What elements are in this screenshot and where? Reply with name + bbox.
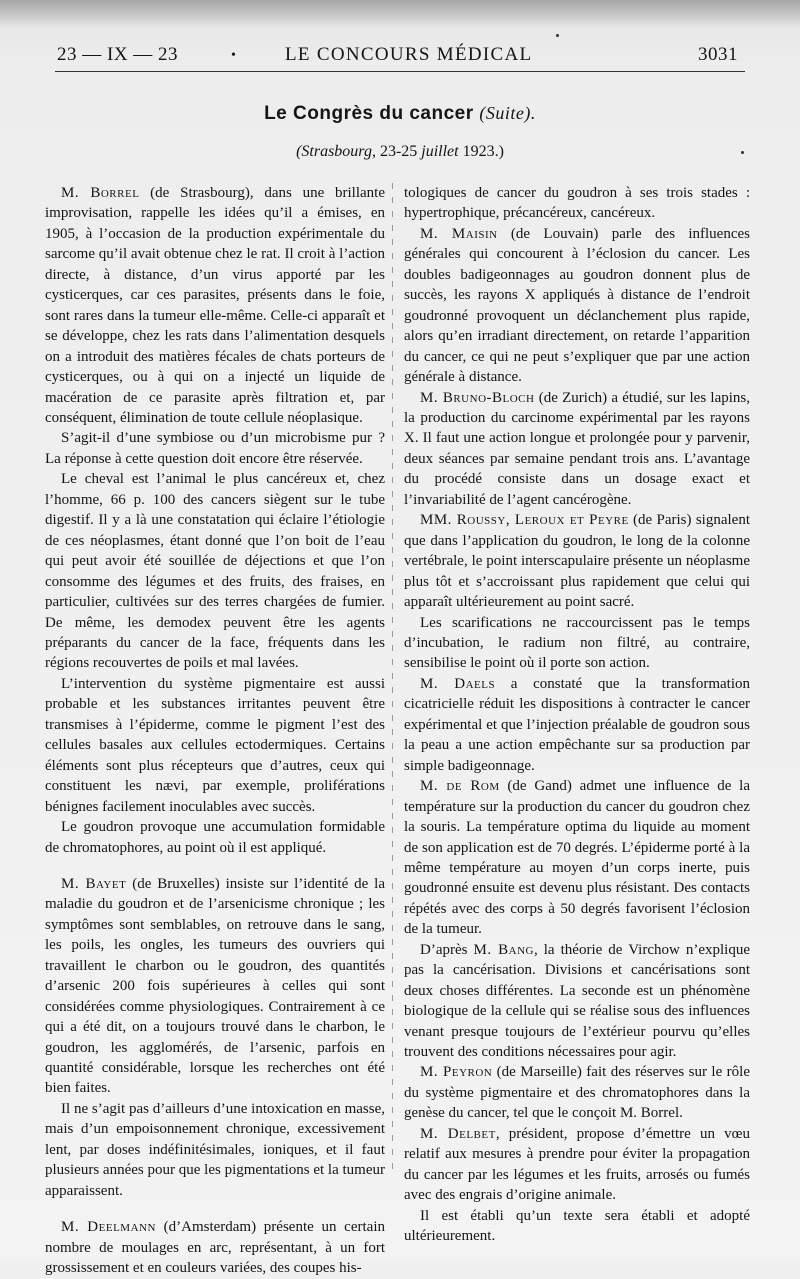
paragraph-peyron [404,1062,750,1123]
speaker-name: MM. Roussy, Leroux et Peyre [420,512,629,529]
paragraph-text: (de Marseille) fait des réserves sur le rôle du système pigmentaire et des chromatophores dans la genèse du cancer, tel que le conçoit M. Borrel. [404,1064,750,1122]
header-date: 23 — IX — 23 [57,44,179,65]
paragraph-text: (de Gand) admet une influence de la température sur la production du cancer du goudron chez la souris. La température optima du liquide au moment de son application est de 70 degrés. L’épiderme porté à la même température au moyen d’un corps inerte, puis goudronné ensuite est devenu plus résistant. Des contacts répétés avec des corps à 50 degrés favorisent l’éclosion de la tumeur. [404,778,751,938]
speaker-name: M. Delbet [420,1125,496,1142]
left-column [45,183,385,1279]
print-speck [556,34,559,37]
speaker-name: M. de Rom [420,778,500,795]
paragraph-text: a constaté que la transformation cicatricielle réduit les dispositions à contracter le cancer expérimental et que l’injection préalable de goudron sous la peau a une action empêchante sur sa production par simple badigeonnage. [404,675,750,774]
column-divider [392,183,393,1173]
paragraph-text: (de Zurich) a étudié, sur les lapins, la production du carcinome expérimental par les rayons X. Il faut une action longue et prolongée pour y parvenir, deux séances par semaine pendant trois ans. L’avantage du procédé consiste dans un dosage exact et l’invariabilité de l’agent cancérogène. [404,389,750,508]
subtitle-month: juillet [421,143,459,160]
right-column [404,183,750,1247]
subtitle-year: 1923.) [462,143,504,160]
paragraph-text: (d’Amsterdam) présente un certain nombre de moulages en arc, représentant, à un fort grossissement et en couleurs variées, des coupes his- [45,1219,385,1277]
scan-shadow [0,0,800,28]
paragraph-goudron: Le goudron provoque une accumulation formidable de chromatophores, au point où il est appliqué. [45,819,385,856]
paragraph-continuation: tologiques de cancer du goudron à ses trois stades : hypertrophique, précancéreux, cancéreux. [404,185,750,222]
speaker-name: M. Bayet [61,875,127,892]
article-title [0,103,800,125]
running-header [30,44,770,72]
article-title-suffix: (Suite). [479,103,536,123]
paragraph-text: (de Strasbourg), dans une brillante improvisation, rappelle les idées qu’il a émises, en 1905, à l’occasion de la production expérimentale du sarcome qu’il avait obtenue chez le rat. Il croit à l’action directe, à distance, d’un virus apporté par les cysticerques, car ces parasites, présents dans le foie, sont rares dans la tumeur elle-même. Celle-ci apparaît et se développe, chez les rats dans l’alimentation desquels on a introduit des matières fécales de chats porteurs de cysticerques, ou à qui on a injecté un liquide de macération de ce parasite après filtration et, par conséquent, élimination de toute cellule néoplasique. [45,185,385,426]
print-speck [741,151,744,154]
paragraph-de-rom [404,776,750,940]
page-number: 3031 [698,44,738,65]
speaker-name: M. Borrel [61,185,140,201]
speaker-name: M. Daels [420,675,496,692]
paragraph-roussy [404,510,750,612]
speaker-name: M. Bang [473,941,534,958]
speaker-name: M. Maisin [420,225,498,242]
paragraph-symbiose: S’agit-il d’une symbiose ou d’un microbisme pur ? La réponse à cette question doit encore être réservée. [45,430,385,467]
paragraph-text: (de Paris) signalent que dans l’application du goudron, le long de la colonne vertébrale, le point interscapulaire présente un néoplasme plus tôt et s’accroissant plus rapidement que celui qui apparaît ultérieurement au point sacré. [404,512,750,611]
speaker-name: M. Peyron [420,1064,493,1081]
paragraph-text: (de Bruxelles) insiste sur l’identité de la maladie du goudron et de l’arsenicisme chronique ; les symptômes sont semblables, on retrouve dans le sang, les poils, les ongles, les tumeurs des ouvriers qui travaillent le charbon ou le goudron, des quantités d’arsenic 200 fois supérieures à celles qui sont considérées comme physiologiques. Contrairement à ce qui a été dit, on a toujours trouvé dans le charbon, le goudron, les agglomérés, de l’arsenic, parfois en quantité considérable, lorsque les recherches ont été bien faites. [45,875,385,1097]
paragraph-bayet [45,874,385,1099]
paragraph-scarifications: Les scarifications ne raccourcissent pas le temps d’incubation, le radium non filtré, au contraire, sensibilise le point où il porte son action. [404,614,750,672]
paragraph-text: , la théorie de Virchow n’explique pas la cancérisation. Divisions et cancérisations sont deux choses différentes. La seconde est un phénomène biologique de la cellule qui se réalise sous des influences venant presque toujours de l’extérieur pourvu qu’elles trouvent des conditions nécessaires pour agir. [404,941,750,1061]
paragraph-bruno-bloch [404,388,750,511]
paragraph-deelmann [45,1217,385,1278]
header-bullet: • [231,48,237,63]
paragraph-pigmentaire: L’intervention du système pigmentaire est aussi probable et les substances irritantes peuvent être transmises à l’épiderme, comme le pigment l’est des cellules basales aux cellules ectodermiques. Certains éléments sont plus récepteurs que d’autres, ceux qui constituent les nævi, par exemple, proliférations bénignes facilement inoculables avec succès. [45,675,385,815]
paragraph-bang [404,940,750,1063]
paragraph-text: (de Louvain) parle des influences générales qui concourent à l’éclosion du cancer. Les doubles badigeonnages au goudron donnent plus de succès, les rayons X appliqués à distance de l’endroit goudronné provoquent un déclanchement plus rapide, alors qu’en irradiant directement, on retarde l’apparition du cancer, ce qui ne peut s’expliquer que par une action générale à distance. [404,225,750,386]
paragraph-text: , président, propose d’émettre un vœu relatif aux mesures à prendre pour éviter la propagation du cancer par les légumes et les fruits, arrosés ou fumés avec des engrais d’origine animale. [404,1125,750,1204]
speaker-name: M. Deelmann [61,1219,156,1236]
subtitle-place: (Strasbourg, [296,143,376,160]
article-title-text: Le Congrès du cancer [264,103,474,124]
paragraph-intoxication: Il ne s’agit pas d’ailleurs d’une intoxication en masse, mais d’un empoisonnement chronique, excessivement lent, par doses indéfinitésimales, ioniques, et il faut plusieurs années pour que les pigmentations et la tumeur apparaissent. [45,1100,385,1199]
paragraph-conclusion: Il est établi qu’un texte sera établi et adopté ultérieurement. [404,1207,750,1245]
paragraph-borrel [45,183,385,428]
journal-title: LE CONCOURS MÉDICAL [285,44,533,65]
paragraph-daels [404,674,750,776]
subtitle-dates: 23-25 [379,143,418,160]
paragraph-prefix: D’après [420,941,474,958]
header-rule [55,71,745,72]
speaker-name: M. Bruno-Bloch [420,389,535,406]
paragraph-cheval: Le cheval est l’animal le plus cancéreux et, chez l’homme, 66 p. 100 des cancers siègent sur le tube digestif. Il y a là une constatation qui éclaire l’étiologie de ces néoplasmes, étant donné que l’on boit de l’eau qui peut avoir été souillée de déjections et que l’on consomme des légumes et des fruits, des fraises, en particulier, cultivées sur des terres chargées de fumier. De même, les demodex peuvent être les agents préparants du cancer de la face, fréquents dans les régions recouvertes de poils et mal lavées. [45,471,385,672]
paragraph-maisin [404,224,750,388]
article-subtitle [0,143,800,161]
paragraph-delbet [404,1124,750,1206]
